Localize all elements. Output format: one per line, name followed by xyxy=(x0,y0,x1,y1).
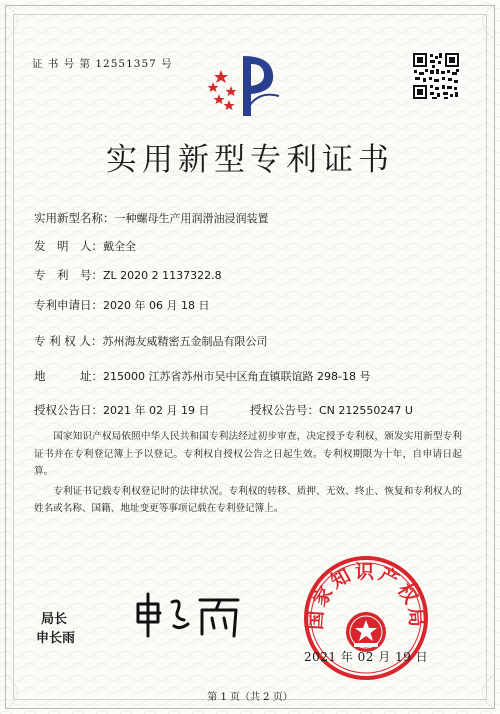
address-row xyxy=(34,368,370,384)
director-name: 申长雨 xyxy=(36,631,76,646)
inventor-value: 戴全全 xyxy=(103,240,136,253)
grant-number-value: CN 212550247 U xyxy=(319,404,413,417)
director-title: 局长 xyxy=(41,612,68,627)
certificate-number-label: 证 书 号 xyxy=(32,58,76,70)
grant-date-label: 授权公告日： xyxy=(34,403,103,417)
notice-block xyxy=(34,428,462,518)
grant-date-value: 2021 年 02 月 19 日 xyxy=(103,404,210,417)
qr-code-icon xyxy=(412,52,460,100)
page-number: 第 1 页（共 2 页） xyxy=(207,692,293,703)
certificate-number xyxy=(32,56,173,71)
notice-paragraph-2: 专利证书记载专利权登记时的法律状况。专利权的转移、质押、无效、终止、恢复和专利权人的姓名或名称、国籍、地址变更等事项记载在专利登记簿上。 xyxy=(34,485,462,514)
seal-date: 2021 年 02 月 19 日 xyxy=(304,650,429,664)
utility-name-row xyxy=(34,210,269,226)
patentee-value: 苏州海友威精密五金制品有限公司 xyxy=(102,335,268,348)
patentee-label: 专 利 权 人： xyxy=(34,334,103,348)
patent-number-row xyxy=(34,267,222,283)
patentee-row xyxy=(34,333,267,349)
application-date-row xyxy=(34,297,209,313)
page-title: 实用新型专利证书 xyxy=(106,142,394,178)
patent-number-label: 专 利 号： xyxy=(34,268,103,282)
application-date-label: 专利申请日： xyxy=(34,298,103,312)
address-label: 地 址： xyxy=(34,369,103,383)
notice-paragraph-1: 国家知识产权局依照中华人民共和国专利法经过初步审查，决定授予专利权，颁发实用新型专利证书并在专利登记簿上予以登记。专利权自授权公告之日起生效。专利权期限为十年，自申请日起算。 xyxy=(34,431,462,477)
grant-number-row xyxy=(250,402,413,418)
certificate-number-value: 第 12551357 号 xyxy=(79,58,173,70)
grant-date-row xyxy=(34,402,209,418)
utility-name-value: 一种螺母生产用润滑油浸润装置 xyxy=(114,212,269,225)
patent-number-value: ZL 2020 2 1137322.8 xyxy=(103,269,222,282)
application-date-value: 2020 年 06 月 18 日 xyxy=(103,299,210,312)
inventor-row xyxy=(34,238,136,254)
handwritten-signature xyxy=(128,590,248,642)
inventor-label: 发 明 人： xyxy=(34,239,103,253)
cnipa-logo-icon xyxy=(205,50,285,122)
address-value: 215000 江苏省苏州市吴中区角直镇联谊路 298-18 号 xyxy=(103,370,371,383)
grant-number-label: 授权公告号： xyxy=(250,403,319,417)
utility-name-label: 实用新型名称： xyxy=(34,211,115,225)
seal-text: 国家知识产权局 xyxy=(304,561,428,631)
